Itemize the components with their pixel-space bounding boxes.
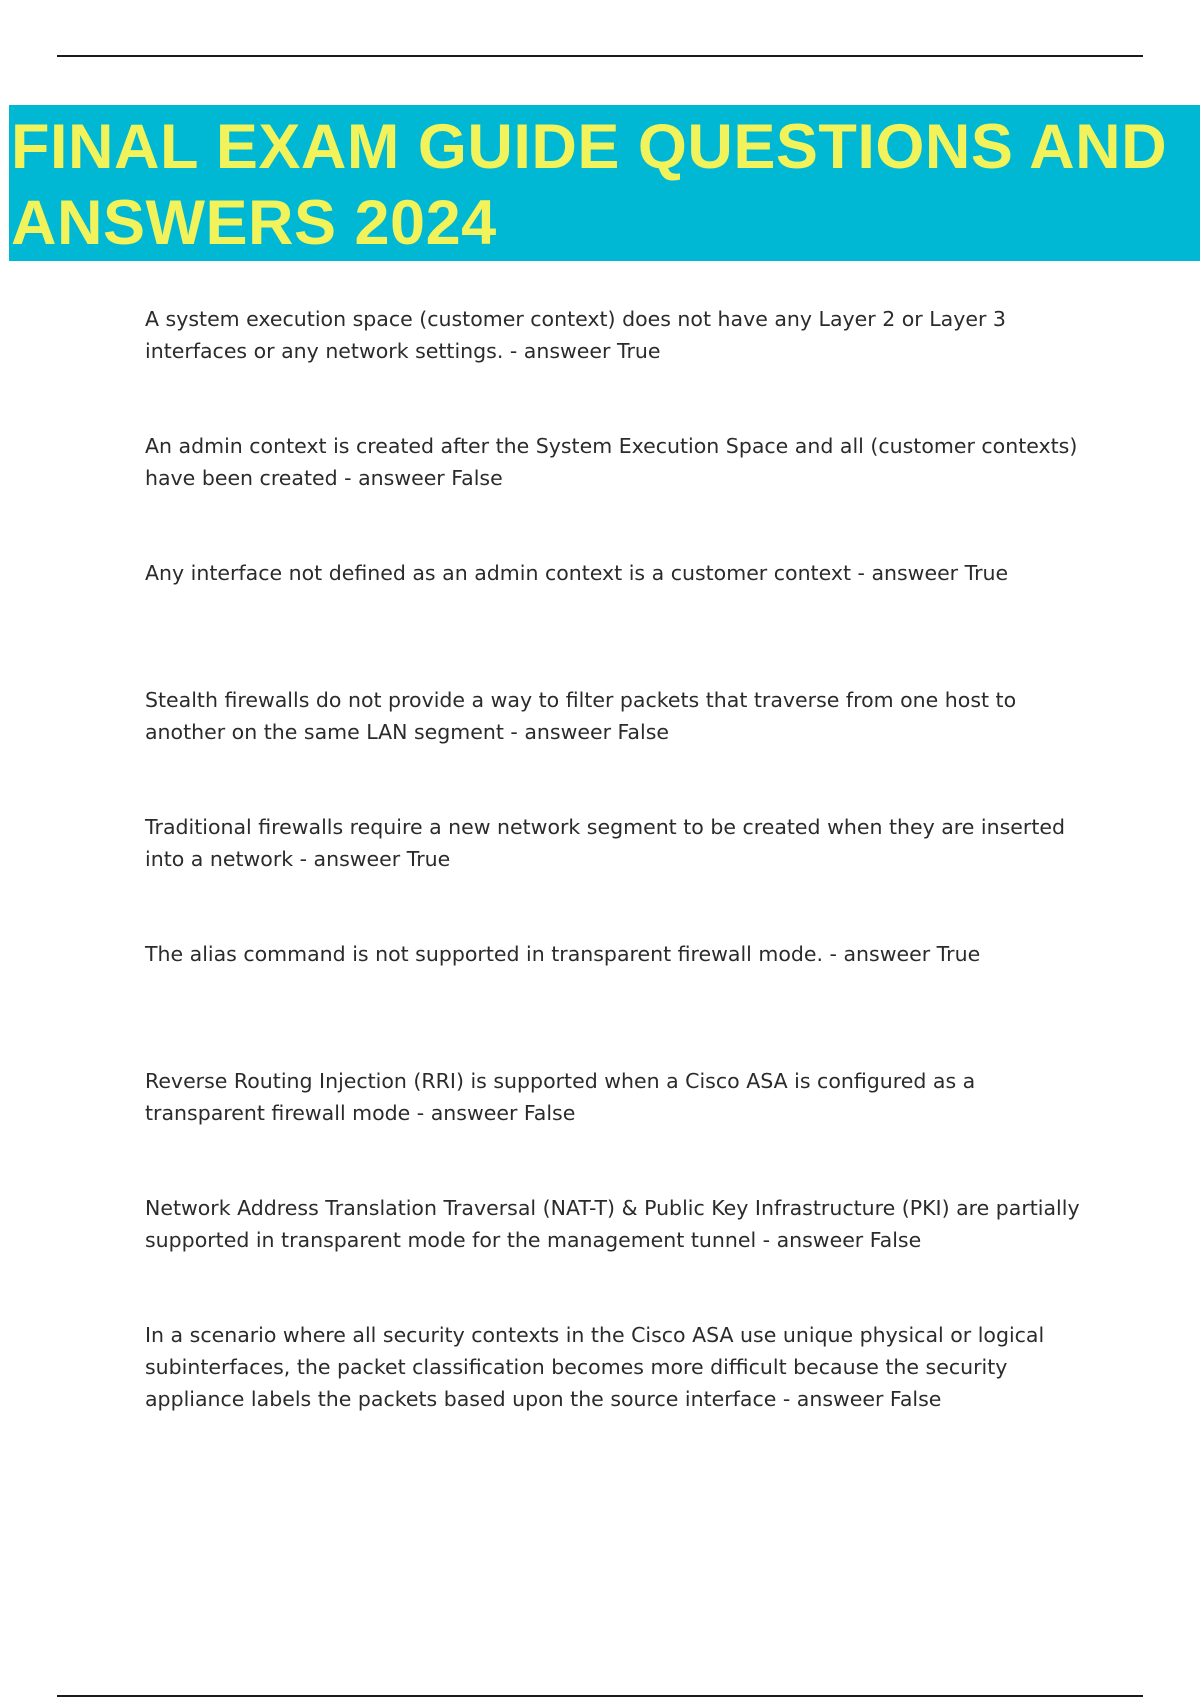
bottom-divider (57, 1695, 1143, 1697)
qa-item: Network Address Translation Traversal (NAT-T) & Public Key Infrastructure (PKI) are partially supported in transparent mode for the management tunnel - answeer False (145, 1196, 1080, 1252)
top-divider (57, 55, 1143, 57)
qa-item: In a scenario where all security contexts in the Cisco ASA use unique physical or logical subinterfaces, the packet classification becomes more difficult because the security appliance labels the packets based upon the source interface - answeer False (145, 1323, 1045, 1411)
qa-item: Traditional firewalls require a new network segment to be created when they are inserted into a network - answeer True (145, 815, 1065, 871)
document-title: FINAL EXAM GUIDE QUESTIONS AND ANSWERS 2024 (11, 112, 1168, 258)
qa-item: The alias command is not supported in transparent firewall mode. - answeer True (145, 942, 981, 966)
qa-item: A system execution space (customer context) does not have any Layer 2 or Layer 3 interfaces or any network settings. - answeer True (145, 307, 1006, 363)
qa-item: Any interface not defined as an admin context is a customer context - answeer True (145, 561, 1009, 585)
title-banner (9, 105, 1200, 261)
qa-item: An admin context is created after the System Execution Space and all (customer contexts) have been created - answeer False (145, 434, 1078, 490)
qa-item: Reverse Routing Injection (RRI) is supported when a Cisco ASA is configured as a transparent firewall mode - answeer False (145, 1069, 976, 1125)
qa-list (145, 303, 1095, 1415)
qa-item: Stealth firewalls do not provide a way to filter packets that traverse from one host to another on the same LAN segment - answeer False (145, 688, 1017, 744)
